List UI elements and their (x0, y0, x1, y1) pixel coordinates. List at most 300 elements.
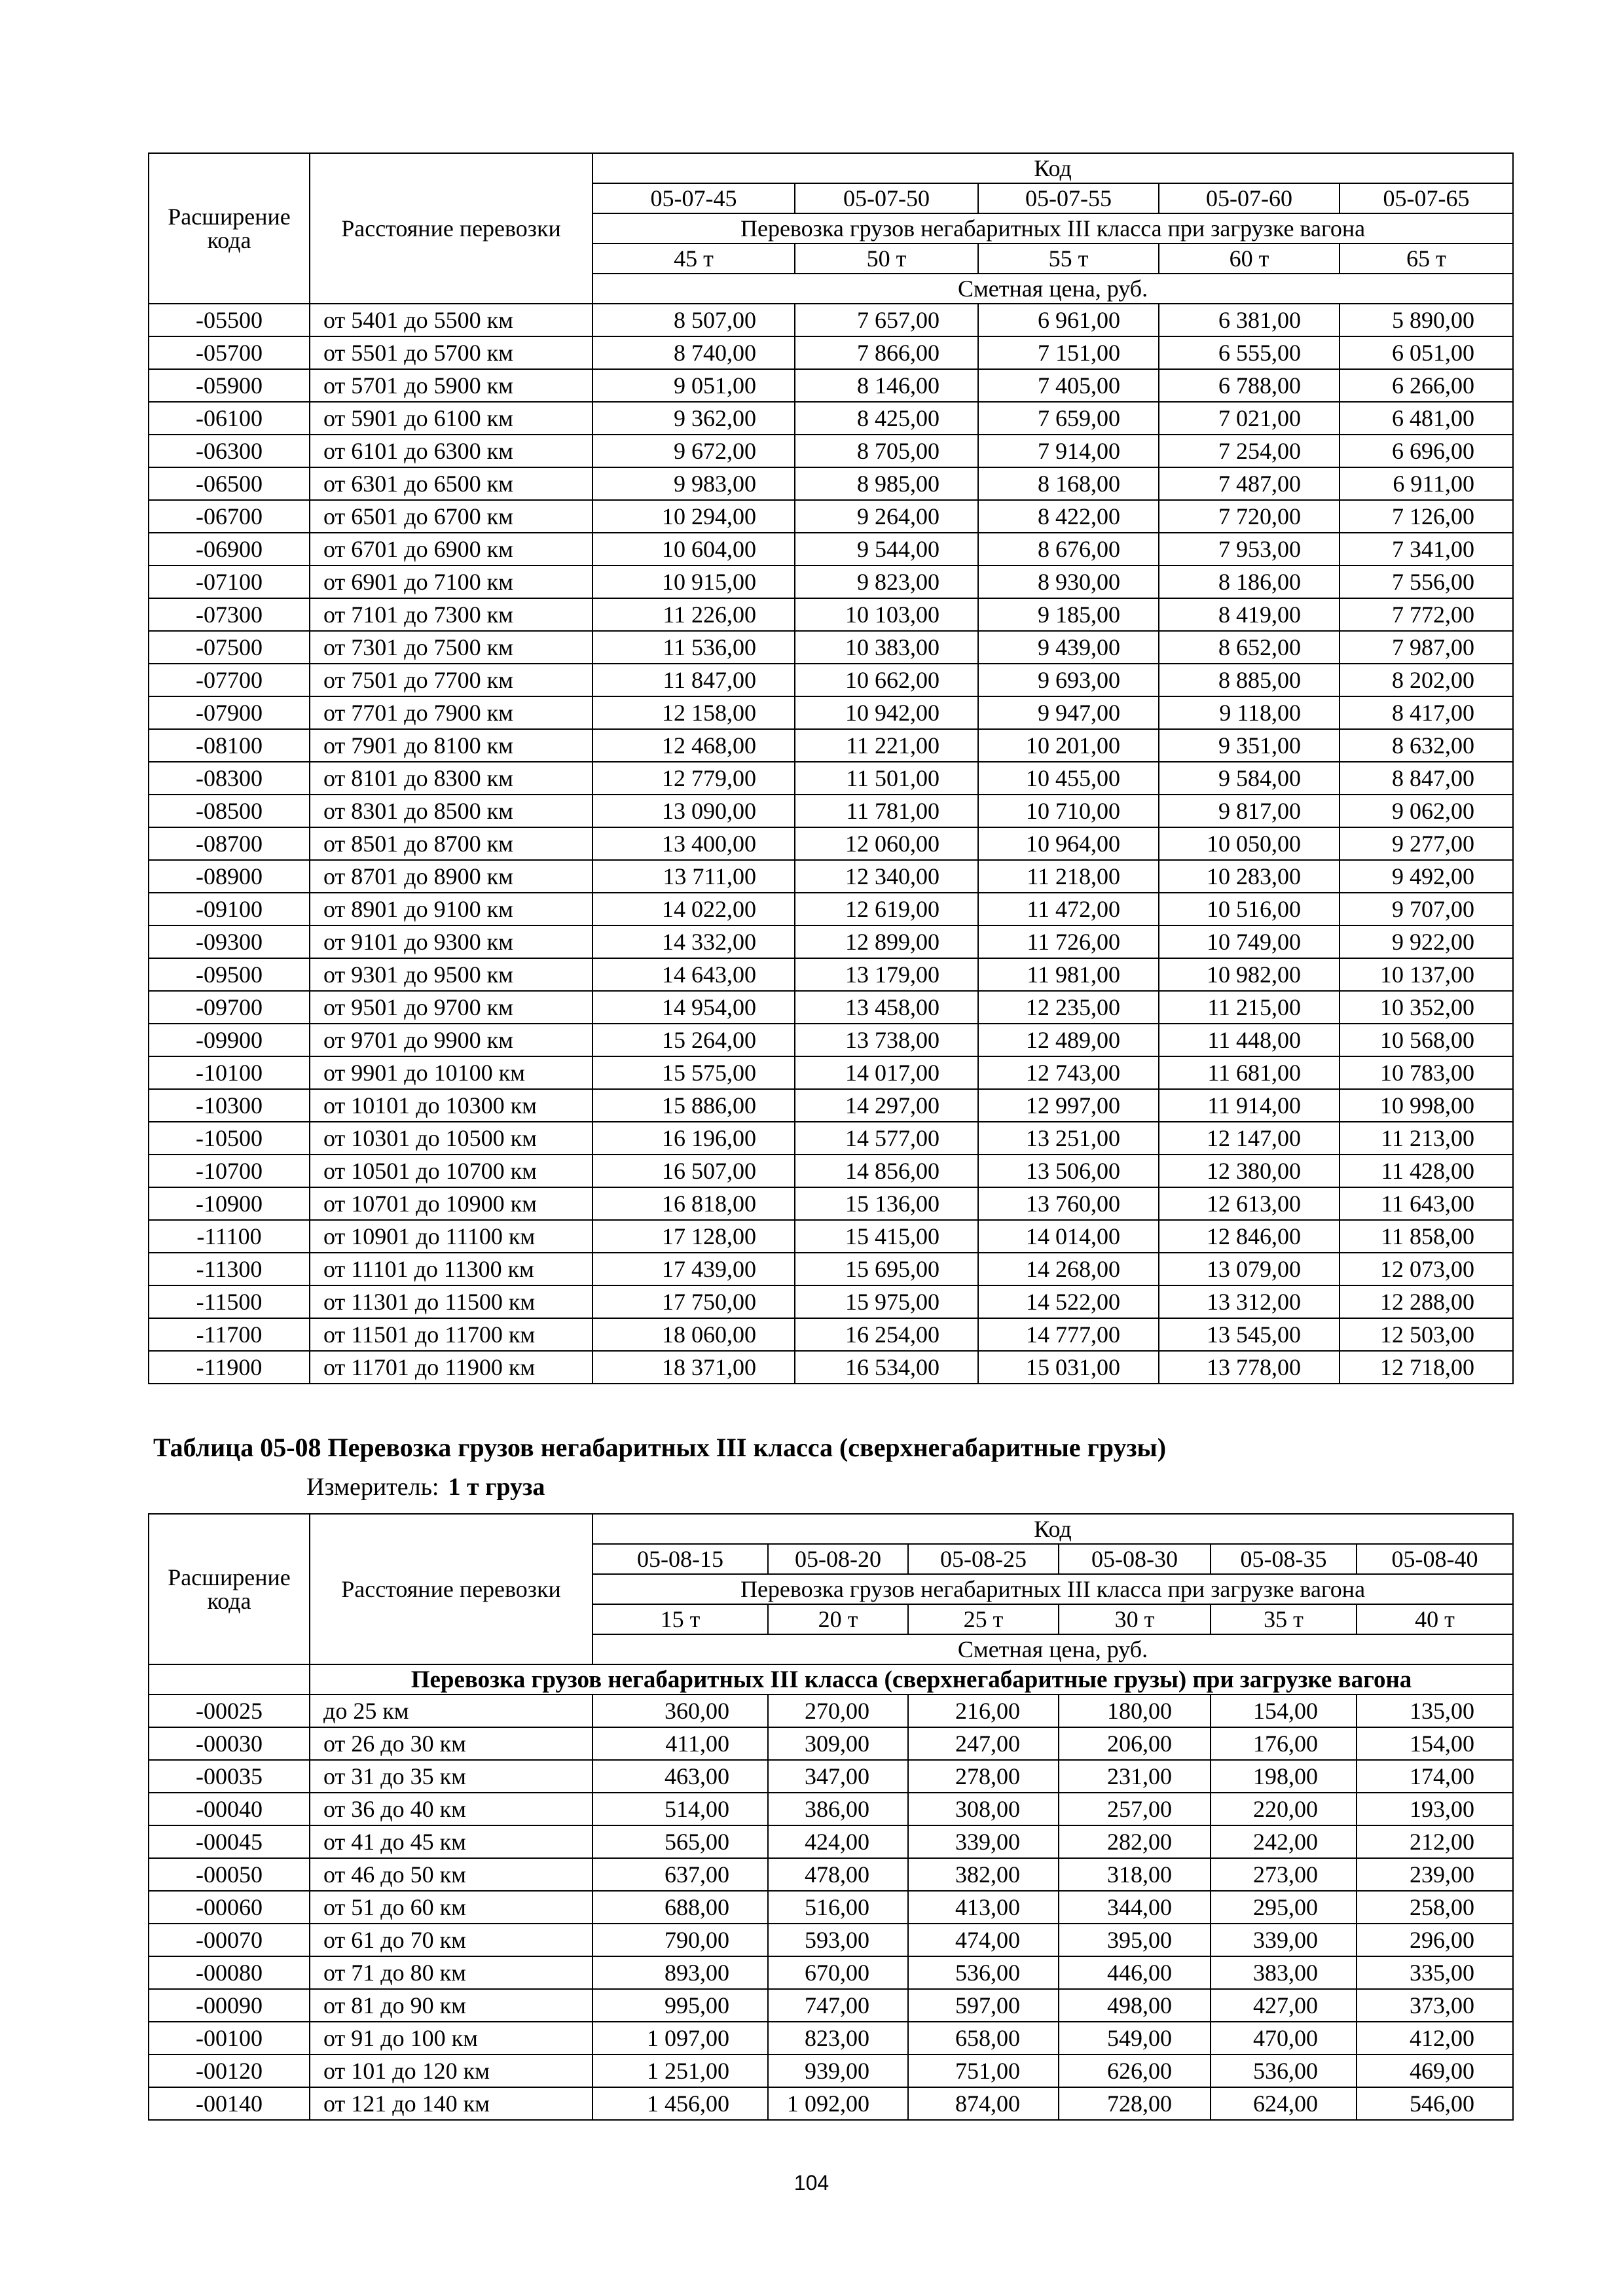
price-cell: 10 050,00 (1159, 827, 1340, 860)
ext-code-cell: -00050 (149, 1858, 310, 1891)
price-header: Сметная цена, руб. (593, 274, 1513, 304)
table-header (149, 153, 1513, 304)
distance-header: Расстояние перевозки (310, 153, 593, 304)
price-cell: 10 662,00 (795, 664, 978, 696)
price-cell: 296,00 (1357, 1924, 1513, 1956)
price-cell: 7 914,00 (978, 435, 1159, 467)
table-body (149, 1664, 1513, 2120)
price-cell: 14 856,00 (795, 1155, 978, 1187)
table-row (149, 1956, 1513, 1989)
distance-cell: от 91 до 100 км (310, 2022, 593, 2054)
price-cell: 257,00 (1059, 1793, 1211, 1825)
distance-cell: от 10101 до 10300 км (310, 1089, 593, 1122)
table-row (149, 1253, 1513, 1285)
ext-code-cell: -06900 (149, 533, 310, 565)
table-row (149, 435, 1513, 467)
price-cell: 498,00 (1059, 1989, 1211, 2022)
price-cell: 13 090,00 (593, 795, 795, 827)
ext-code-cell: -09100 (149, 893, 310, 925)
distance-cell: от 41 до 45 км (310, 1825, 593, 1858)
distance-cell: от 6101 до 6300 км (310, 435, 593, 467)
distance-header: Расстояние перевозки (310, 1514, 593, 1664)
ext-code-cell: -07700 (149, 664, 310, 696)
price-cell: 427,00 (1211, 1989, 1357, 2022)
ext-code-cell: -11700 (149, 1318, 310, 1351)
table-row (149, 336, 1513, 369)
price-cell: 893,00 (593, 1956, 768, 1989)
distance-cell: от 46 до 50 км (310, 1858, 593, 1891)
price-cell: 8 740,00 (593, 336, 795, 369)
distance-cell: от 5901 до 6100 км (310, 402, 593, 435)
price-cell: 12 846,00 (1159, 1220, 1340, 1253)
price-cell: 11 218,00 (978, 860, 1159, 893)
price-cell: 18 060,00 (593, 1318, 795, 1351)
price-cell: 10 915,00 (593, 565, 795, 598)
load-cell: 40 т (1357, 1604, 1513, 1634)
distance-cell: от 11101 до 11300 км (310, 1253, 593, 1285)
price-cell: 12 158,00 (593, 696, 795, 729)
price-cell: 6 911,00 (1340, 467, 1513, 500)
ext-code-cell: -08300 (149, 762, 310, 795)
price-cell: 9 277,00 (1340, 827, 1513, 860)
price-cell: 11 981,00 (978, 958, 1159, 991)
price-cell: 12 619,00 (795, 893, 978, 925)
table-row (149, 1727, 1513, 1760)
price-cell: 17 128,00 (593, 1220, 795, 1253)
table-row (149, 1187, 1513, 1220)
ext-code-cell: -00045 (149, 1825, 310, 1858)
distance-cell: от 6501 до 6700 км (310, 500, 593, 533)
price-cell: 7 987,00 (1340, 631, 1513, 664)
price-cell: 15 695,00 (795, 1253, 978, 1285)
price-cell: 8 422,00 (978, 500, 1159, 533)
price-cell: 9 492,00 (1340, 860, 1513, 893)
code-cell: 05-08-15 (593, 1544, 768, 1574)
price-cell: 514,00 (593, 1793, 768, 1825)
price-cell: 5 890,00 (1340, 304, 1513, 336)
ext-code-cell: -06300 (149, 435, 310, 467)
price-cell: 9 264,00 (795, 500, 978, 533)
price-cell: 242,00 (1211, 1825, 1357, 1858)
price-cell: 395,00 (1059, 1924, 1211, 1956)
code-cell: 05-08-40 (1357, 1544, 1513, 1574)
price-cell: 12 718,00 (1340, 1351, 1513, 1384)
table-row (149, 664, 1513, 696)
price-cell: 13 251,00 (978, 1122, 1159, 1155)
distance-cell: от 10701 до 10900 км (310, 1187, 593, 1220)
load-cell: 65 т (1340, 243, 1513, 274)
price-cell: 7 659,00 (978, 402, 1159, 435)
price-cell: 516,00 (768, 1891, 908, 1924)
price-cell: 14 017,00 (795, 1056, 978, 1089)
table-row (149, 925, 1513, 958)
price-cell: 7 657,00 (795, 304, 978, 336)
price-cell: 247,00 (908, 1727, 1059, 1760)
distance-cell: от 31 до 35 км (310, 1760, 593, 1793)
distance-cell: от 6901 до 7100 км (310, 565, 593, 598)
ext-code-cell: -00040 (149, 1793, 310, 1825)
price-cell: 10 982,00 (1159, 958, 1340, 991)
price-cell: 626,00 (1059, 2054, 1211, 2087)
price-cell: 10 749,00 (1159, 925, 1340, 958)
price-cell: 198,00 (1211, 1760, 1357, 1793)
table-row (149, 565, 1513, 598)
table-row (149, 958, 1513, 991)
distance-cell: от 51 до 60 км (310, 1891, 593, 1924)
price-cell: 15 031,00 (978, 1351, 1159, 1384)
price-cell: 6 555,00 (1159, 336, 1340, 369)
ext-code-cell: -07500 (149, 631, 310, 664)
ext-code-cell: -11500 (149, 1285, 310, 1318)
distance-cell: от 81 до 90 км (310, 1989, 593, 2022)
table-row (149, 1891, 1513, 1924)
price-cell: 15 975,00 (795, 1285, 978, 1318)
price-cell: 14 297,00 (795, 1089, 978, 1122)
price-cell: 270,00 (768, 1695, 908, 1727)
price-cell: 11 914,00 (1159, 1089, 1340, 1122)
table-row (149, 1989, 1513, 2022)
price-cell: 11 226,00 (593, 598, 795, 631)
table-row (149, 762, 1513, 795)
price-cell: 412,00 (1357, 2022, 1513, 2054)
ext-code-cell: -00060 (149, 1891, 310, 1924)
price-table-05-08 (148, 1513, 1514, 2121)
table-row (149, 2054, 1513, 2087)
price-cell: 536,00 (1211, 2054, 1357, 2087)
price-cell: 9 983,00 (593, 467, 795, 500)
distance-cell: от 9101 до 9300 км (310, 925, 593, 958)
price-cell: 14 522,00 (978, 1285, 1159, 1318)
section-heading: Перевозка грузов негабаритных III класса (сверхнегабаритные грузы) при загрузке вагона (310, 1664, 1513, 1695)
ext-code-cell: -10700 (149, 1155, 310, 1187)
price-cell: 11 221,00 (795, 729, 978, 762)
price-cell: 411,00 (593, 1727, 768, 1760)
ext-code-cell: -10500 (149, 1122, 310, 1155)
price-cell: 939,00 (768, 2054, 908, 2087)
price-cell: 12 235,00 (978, 991, 1159, 1024)
table-row (149, 402, 1513, 435)
price-cell: 383,00 (1211, 1956, 1357, 1989)
load-cell: 25 т (908, 1604, 1059, 1634)
price-cell: 386,00 (768, 1793, 908, 1825)
price-cell: 14 022,00 (593, 893, 795, 925)
price-cell: 8 202,00 (1340, 664, 1513, 696)
ext-code-cell: -00090 (149, 1989, 310, 2022)
price-cell: 12 073,00 (1340, 1253, 1513, 1285)
price-cell: 9 817,00 (1159, 795, 1340, 827)
code-cell: 05-08-20 (768, 1544, 908, 1574)
price-cell: 10 201,00 (978, 729, 1159, 762)
price-cell: 6 961,00 (978, 304, 1159, 336)
price-cell: 206,00 (1059, 1727, 1211, 1760)
distance-cell: от 10301 до 10500 км (310, 1122, 593, 1155)
price-cell: 10 352,00 (1340, 991, 1513, 1024)
price-cell: 9 672,00 (593, 435, 795, 467)
table-row (149, 1122, 1513, 1155)
price-cell: 12 489,00 (978, 1024, 1159, 1056)
code-cell: 05-08-30 (1059, 1544, 1211, 1574)
distance-cell: от 9301 до 9500 км (310, 958, 593, 991)
price-cell: 220,00 (1211, 1793, 1357, 1825)
measure-label: Измеритель: (306, 1473, 439, 1501)
price-cell: 6 481,00 (1340, 402, 1513, 435)
ext-code-cell: -05500 (149, 304, 310, 336)
price-cell: 344,00 (1059, 1891, 1211, 1924)
ext-code-cell: -07900 (149, 696, 310, 729)
price-cell: 12 899,00 (795, 925, 978, 958)
table-row (149, 1024, 1513, 1056)
price-cell: 7 021,00 (1159, 402, 1340, 435)
load-cell: 35 т (1211, 1604, 1357, 1634)
price-cell: 239,00 (1357, 1858, 1513, 1891)
price-cell: 9 439,00 (978, 631, 1159, 664)
distance-cell: от 8901 до 9100 км (310, 893, 593, 925)
table-row (149, 1089, 1513, 1122)
ext-code-header: Расширение кода (149, 153, 310, 304)
price-cell: 8 652,00 (1159, 631, 1340, 664)
price-cell: 8 632,00 (1340, 729, 1513, 762)
load-cell: 20 т (768, 1604, 908, 1634)
price-cell: 1 456,00 (593, 2087, 768, 2120)
distance-cell: от 6301 до 6500 км (310, 467, 593, 500)
table-row (149, 1825, 1513, 1858)
load-cell: 60 т (1159, 243, 1340, 274)
price-cell: 335,00 (1357, 1956, 1513, 1989)
load-cell: 55 т (978, 243, 1159, 274)
distance-cell: от 8101 до 8300 км (310, 762, 593, 795)
table-row (149, 2087, 1513, 2120)
description-header: Перевозка грузов негабаритных III класса при загрузке вагона (593, 1574, 1513, 1604)
table-row (149, 598, 1513, 631)
price-cell: 470,00 (1211, 2022, 1357, 2054)
distance-cell: от 10501 до 10700 км (310, 1155, 593, 1187)
price-cell: 12 380,00 (1159, 1155, 1340, 1187)
price-cell: 13 506,00 (978, 1155, 1159, 1187)
price-cell: 7 866,00 (795, 336, 978, 369)
price-cell: 9 062,00 (1340, 795, 1513, 827)
price-cell: 16 534,00 (795, 1351, 978, 1384)
price-cell: 14 332,00 (593, 925, 795, 958)
price-cell: 17 439,00 (593, 1253, 795, 1285)
table-row (149, 369, 1513, 402)
price-cell: 10 783,00 (1340, 1056, 1513, 1089)
ext-code-cell: -06700 (149, 500, 310, 533)
price-cell: 11 536,00 (593, 631, 795, 664)
price-cell: 8 930,00 (978, 565, 1159, 598)
price-cell: 318,00 (1059, 1858, 1211, 1891)
code-header: Код (593, 153, 1513, 183)
price-cell: 12 743,00 (978, 1056, 1159, 1089)
table-row (149, 860, 1513, 893)
price-cell: 382,00 (908, 1858, 1059, 1891)
distance-cell: от 11701 до 11900 км (310, 1351, 593, 1384)
price-cell: 16 254,00 (795, 1318, 978, 1351)
price-cell: 8 676,00 (978, 533, 1159, 565)
price-cell: 10 516,00 (1159, 893, 1340, 925)
price-cell: 10 604,00 (593, 533, 795, 565)
price-cell: 258,00 (1357, 1891, 1513, 1924)
price-cell: 15 136,00 (795, 1187, 978, 1220)
price-cell: 15 575,00 (593, 1056, 795, 1089)
price-cell: 10 283,00 (1159, 860, 1340, 893)
page-number: 104 (793, 2171, 830, 2195)
price-cell: 6 266,00 (1340, 369, 1513, 402)
load-cell: 45 т (593, 243, 795, 274)
distance-cell: от 9701 до 9900 км (310, 1024, 593, 1056)
price-cell: 15 886,00 (593, 1089, 795, 1122)
table-row (149, 1351, 1513, 1384)
table-row (149, 1858, 1513, 1891)
price-cell: 12 503,00 (1340, 1318, 1513, 1351)
price-cell: 11 428,00 (1340, 1155, 1513, 1187)
table-row (149, 729, 1513, 762)
ext-code-cell: -07300 (149, 598, 310, 631)
ext-code-cell: -07100 (149, 565, 310, 598)
ext-code-cell: -10300 (149, 1089, 310, 1122)
ext-code-cell: -09700 (149, 991, 310, 1024)
price-cell: 13 545,00 (1159, 1318, 1340, 1351)
code-header: Код (593, 1514, 1513, 1544)
price-cell: 995,00 (593, 1989, 768, 2022)
code-cell: 05-07-60 (1159, 183, 1340, 213)
price-cell: 15 264,00 (593, 1024, 795, 1056)
section-blank (149, 1664, 310, 1695)
price-cell: 8 419,00 (1159, 598, 1340, 631)
price-cell: 565,00 (593, 1825, 768, 1858)
distance-cell: от 7301 до 7500 км (310, 631, 593, 664)
price-cell: 8 146,00 (795, 369, 978, 402)
price-cell: 549,00 (1059, 2022, 1211, 2054)
price-cell: 176,00 (1211, 1727, 1357, 1760)
price-cell: 10 455,00 (978, 762, 1159, 795)
price-cell: 11 681,00 (1159, 1056, 1340, 1089)
price-cell: 10 942,00 (795, 696, 978, 729)
distance-cell: от 6701 до 6900 км (310, 533, 593, 565)
table-row (149, 1155, 1513, 1187)
price-cell: 446,00 (1059, 1956, 1211, 1989)
price-cell: 7 405,00 (978, 369, 1159, 402)
price-cell: 7 953,00 (1159, 533, 1340, 565)
price-cell: 13 400,00 (593, 827, 795, 860)
price-cell: 624,00 (1211, 2087, 1357, 2120)
price-cell: 597,00 (908, 1989, 1059, 2022)
price-cell: 14 954,00 (593, 991, 795, 1024)
price-cell: 11 847,00 (593, 664, 795, 696)
price-cell: 11 643,00 (1340, 1187, 1513, 1220)
table-row (149, 1285, 1513, 1318)
table-row (149, 500, 1513, 533)
distance-cell: от 71 до 80 км (310, 1956, 593, 1989)
ext-code-cell: -11300 (149, 1253, 310, 1285)
ext-code-header: Расширение кода (149, 1514, 310, 1664)
price-cell: 16 196,00 (593, 1122, 795, 1155)
price-cell: 273,00 (1211, 1858, 1357, 1891)
ext-code-cell: -00030 (149, 1727, 310, 1760)
price-cell: 751,00 (908, 2054, 1059, 2087)
price-cell: 282,00 (1059, 1825, 1211, 1858)
price-cell: 216,00 (908, 1695, 1059, 1727)
distance-cell: от 10901 до 11100 км (310, 1220, 593, 1253)
distance-cell: от 7701 до 7900 км (310, 696, 593, 729)
table-row (149, 1924, 1513, 1956)
price-cell: 13 179,00 (795, 958, 978, 991)
price-cell: 874,00 (908, 2087, 1059, 2120)
ext-code-cell: -00100 (149, 2022, 310, 2054)
measure-value: 1 т груза (448, 1473, 545, 1501)
price-cell: 688,00 (593, 1891, 768, 1924)
table-row (149, 467, 1513, 500)
ext-code-cell: -05900 (149, 369, 310, 402)
ext-code-cell: -10900 (149, 1187, 310, 1220)
price-cell: 13 711,00 (593, 860, 795, 893)
price-cell: 12 613,00 (1159, 1187, 1340, 1220)
price-cell: 1 092,00 (768, 2087, 908, 2120)
ext-code-cell: -08700 (149, 827, 310, 860)
price-cell: 193,00 (1357, 1793, 1513, 1825)
table-row (149, 1793, 1513, 1825)
price-cell: 373,00 (1357, 1989, 1513, 2022)
price-cell: 15 415,00 (795, 1220, 978, 1253)
description-header: Перевозка грузов негабаритных III класса при загрузке вагона (593, 213, 1513, 243)
measure-line (306, 1473, 545, 1501)
price-cell: 339,00 (908, 1825, 1059, 1858)
price-cell: 658,00 (908, 2022, 1059, 2054)
price-cell: 478,00 (768, 1858, 908, 1891)
price-cell: 8 186,00 (1159, 565, 1340, 598)
price-cell: 7 126,00 (1340, 500, 1513, 533)
price-cell: 823,00 (768, 2022, 908, 2054)
ext-code-cell: -08900 (149, 860, 310, 893)
price-cell: 9 351,00 (1159, 729, 1340, 762)
table-title: Таблица 05-08 Перевозка грузов негабаритных III класса (сверхнегабаритные грузы) (153, 1433, 1167, 1462)
price-cell: 11 448,00 (1159, 1024, 1340, 1056)
code-cell: 05-08-25 (908, 1544, 1059, 1574)
price-cell: 6 696,00 (1340, 435, 1513, 467)
price-cell: 10 137,00 (1340, 958, 1513, 991)
ext-code-cell: -08100 (149, 729, 310, 762)
price-cell: 17 750,00 (593, 1285, 795, 1318)
price-cell: 790,00 (593, 1924, 768, 1956)
price-cell: 9 185,00 (978, 598, 1159, 631)
price-cell: 9 947,00 (978, 696, 1159, 729)
price-cell: 9 922,00 (1340, 925, 1513, 958)
price-cell: 424,00 (768, 1825, 908, 1858)
ext-code-cell: -00070 (149, 1924, 310, 1956)
table-row (149, 991, 1513, 1024)
ext-code-cell: -11100 (149, 1220, 310, 1253)
table-row (149, 533, 1513, 565)
load-cell: 30 т (1059, 1604, 1211, 1634)
price-cell: 14 777,00 (978, 1318, 1159, 1351)
table-header (149, 1514, 1513, 1664)
table-row (149, 1318, 1513, 1351)
price-cell: 154,00 (1211, 1695, 1357, 1727)
price-cell: 231,00 (1059, 1760, 1211, 1793)
price-cell: 413,00 (908, 1891, 1059, 1924)
distance-cell: от 5501 до 5700 км (310, 336, 593, 369)
price-cell: 180,00 (1059, 1695, 1211, 1727)
distance-cell: от 5701 до 5900 км (310, 369, 593, 402)
price-cell: 13 458,00 (795, 991, 978, 1024)
distance-cell: от 9501 до 9700 км (310, 991, 593, 1024)
distance-cell: от 121 до 140 км (310, 2087, 593, 2120)
price-cell: 13 778,00 (1159, 1351, 1340, 1384)
distance-cell: от 7101 до 7300 км (310, 598, 593, 631)
price-cell: 7 151,00 (978, 336, 1159, 369)
price-cell: 14 643,00 (593, 958, 795, 991)
distance-cell: от 9901 до 10100 км (310, 1056, 593, 1089)
distance-cell: от 8301 до 8500 км (310, 795, 593, 827)
